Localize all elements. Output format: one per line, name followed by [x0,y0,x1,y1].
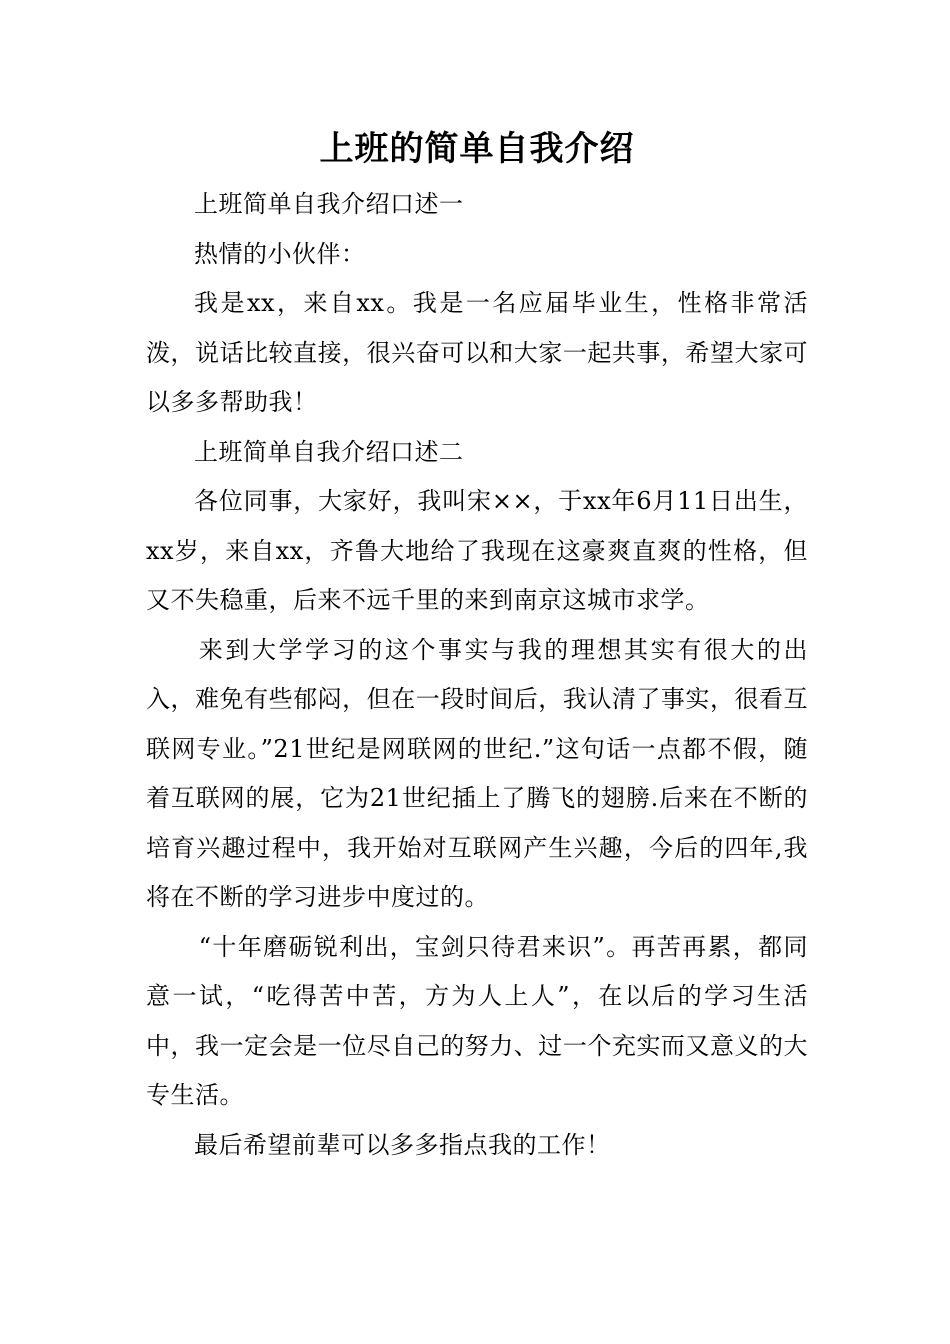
paragraph-motto: “十年磨砺锐利出，宝剑只待君来识”。再苦再累，都同意一试，“吃得苦中苦，方为人上人”，在以后的学习生活中，我一定会是一位尽自己的努力、过一个充实而又意义的大专生活。 [146,932,808,1109]
section-heading-2: 上班简单自我介绍口述二 [194,437,464,466]
section-heading-1: 上班简单自我介绍口述一 [194,190,464,218]
paragraph-intro-2: 各位同事，大家好，我叫宋××，于xx年6月11日出生，xx岁，来自xx，齐鲁大地给了我现在这豪爽直爽的性格，但又不失稳重，后来不远千里的来到南京这城市求学。 [146,487,808,614]
paragraph-intro-1: 我是xx，来自xx。我是一名应届毕业生，性格非常活泼，说话比较直接，很兴奋可以和大家一起共事，希望大家可以多多帮助我！ [146,289,808,416]
greeting-line: 热情的小伙伴： [194,239,366,268]
document-title: 上班的简单自我介绍 [319,129,635,169]
document-page [146,118,808,1170]
paragraph-university: 来到大学学习的这个事实与我的理想其实有很大的出入，难免有些郁闷，但在一段时间后，我认清了事实，很看互联网专业。”21世纪是网联网的世纪.”这句话一点都不假，随着互联网的展，它为21世纪插上了腾飞的翅膀.后来在不断的培育兴趣过程中，我开始对互联网产生兴趣，今后的四年,我将在不断的学习进步中度过的。 [146,635,808,911]
paragraph-closing: 最后希望前辈可以多多指点我的工作！ [194,1130,611,1159]
